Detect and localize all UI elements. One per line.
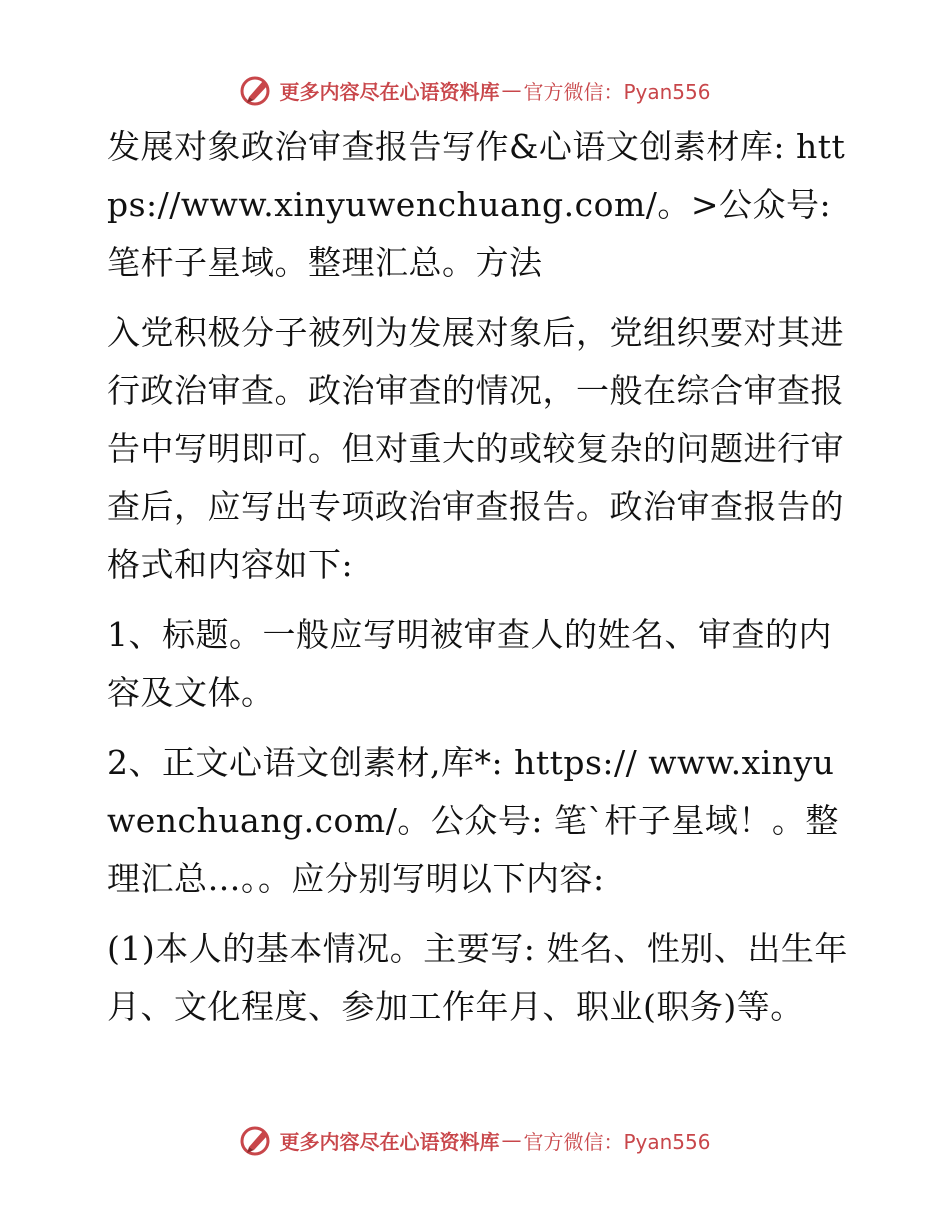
pen-logo-icon <box>239 1123 275 1157</box>
banner-separator: — <box>501 1128 522 1152</box>
paragraph-5: (1)本人的基本情况。主要写: 姓名、性别、出生年月、文化程度、参加工作年月、职业(职务)等。 <box>107 929 848 1026</box>
watermark-banner-bottom <box>0 1120 950 1160</box>
banner-separator: — <box>501 78 522 102</box>
banner-text: 更多内容尽在心语资料库 <box>279 1129 500 1154</box>
paragraph-1: 发展对象政治审查报告写作&心语文创素材库: https://www.xinyuwenchuang.com/。>公众号: 笔杆子星域。整理汇总。方法 <box>107 127 846 282</box>
paragraph-2: 入党积极分子被列为发展对象后，党组织要对其进行政治审查。政治审查的情况，一般在综合审查报告中写明即可。但对重大的或较复杂的问题进行审查后，应写出专项政治审查报告。政治审查报告的格式和内容如下: <box>107 313 844 584</box>
pen-logo-icon <box>239 73 275 107</box>
banner-wechat: 官方微信：Pyan556 <box>523 79 711 104</box>
banner-text: 更多内容尽在心语资料库 <box>279 79 500 104</box>
watermark-banner-top <box>0 70 950 110</box>
banner-wechat: 官方微信：Pyan556 <box>523 1129 711 1154</box>
paragraph-4: 2、正文心语文创素材,库*: https:// www.xinyuwenchuang.com/。公众号: 笔`杆子星域！。整理汇总…。。应分别写明以下内容: <box>107 743 839 898</box>
document-body <box>97 118 857 1048</box>
paragraph-3: 1、标题。一般应写明被审查人的姓名、审查的内容及文体。 <box>107 615 832 712</box>
